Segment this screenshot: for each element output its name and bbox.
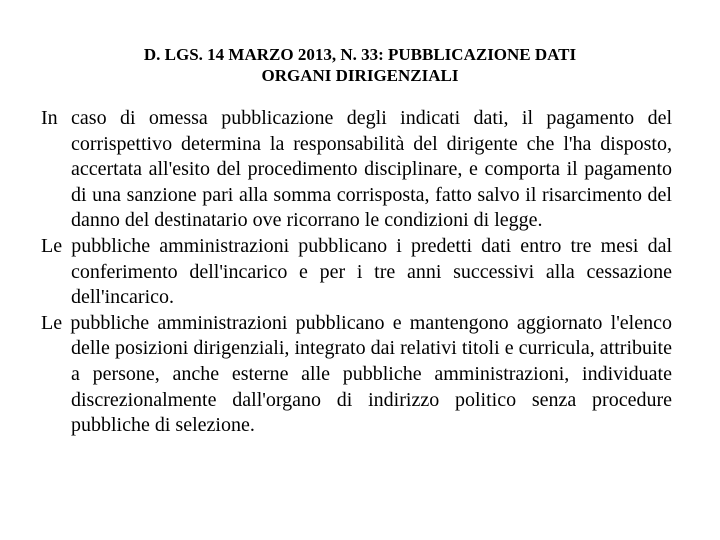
slide-body [41, 106, 672, 439]
paragraph-executive-list: Le pubbliche amministrazioni pubblicano e mantengono aggiornato l'elenco delle posizioni dirigenziali, integrato dai relativi titoli e curricula, attribuite a persone, anche esterne alle pubbliche amministrazioni, individuate discrezionalmente dall'organo di indirizzo politico senza procedure pubbliche di selezione. [41, 311, 672, 437]
slide-title [40, 44, 680, 86]
title-line-1: D. LGS. 14 MARZO 2013, N. 33: PUBBLICAZIONE DATI [143, 45, 577, 64]
paragraph-publication-deadline: Le pubbliche amministrazioni pubblicano i predetti dati entro tre mesi dal conferimento dell'incarico e per i tre anni successivi alla cessazione dell'incarico. [41, 234, 672, 309]
paragraph-sanction: In caso di omessa pubblicazione degli indicati dati, il pagamento del corrispettivo determina la responsabilità del dirigente che l'ha disposto, accertata all'esito del procedimento disciplinare, e comporta il pagamento di una sanzione pari alla somma corrisposta, fatto salvo il risarcimento del danno del destinatario ove ricorrano le condizioni di legge. [41, 107, 672, 232]
title-line-2: ORGANI DIRIGENZIALI [261, 66, 459, 85]
